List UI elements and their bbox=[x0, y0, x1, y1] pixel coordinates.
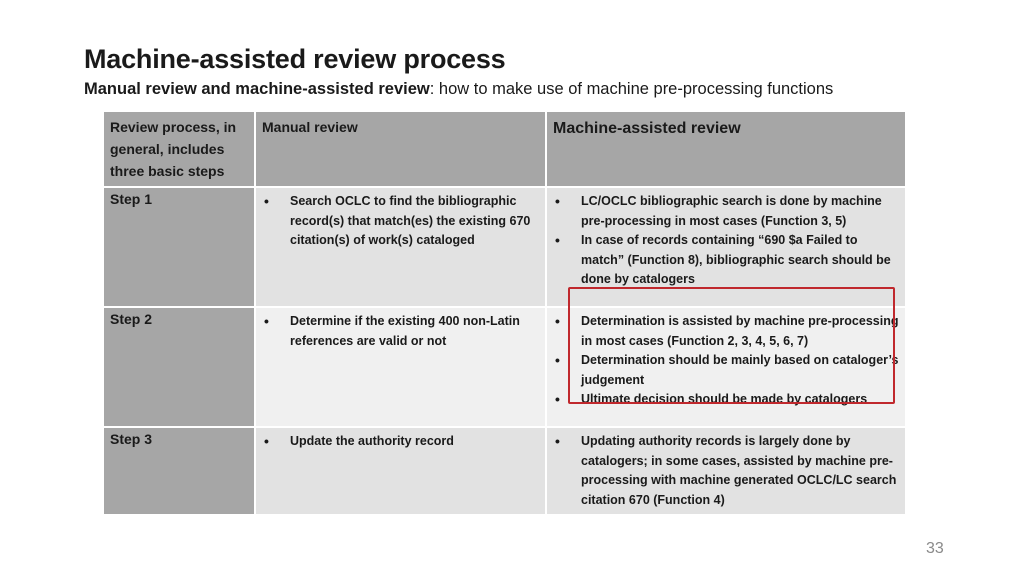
step-label: Step 1 bbox=[103, 187, 255, 307]
bullet-icon: • bbox=[264, 313, 269, 329]
bullet-icon: • bbox=[555, 391, 560, 407]
table-row-step-1 bbox=[103, 187, 906, 307]
machine-cell bbox=[546, 427, 906, 515]
subtitle-rest: : how to make use of machine pre-processing functions bbox=[429, 80, 834, 98]
bullet-item: • Determination is assisted by machine pre-processing in most cases (Function 2, 3, 4, 5, 6, 7) bbox=[555, 313, 899, 348]
bullet-item: • LC/OCLC bibliographic search is done by machine pre-processing in most cases (Function 3, 5) bbox=[555, 193, 882, 228]
machine-cell bbox=[546, 187, 906, 307]
slide-subtitle bbox=[84, 80, 833, 99]
bullet-icon: • bbox=[555, 313, 560, 329]
header-review-process: Review process, in general, includes three basic steps bbox=[103, 111, 255, 187]
bullet-item: • Updating authority records is largely done by catalogers; in some cases, assisted by machine pre-processing with machine generated OCLC/LC search citation 670 (Function 4) bbox=[555, 433, 897, 507]
step-label: Step 2 bbox=[103, 307, 255, 427]
step-label: Step 3 bbox=[103, 427, 255, 515]
bullet-icon: • bbox=[555, 433, 560, 449]
manual-cell bbox=[255, 307, 546, 427]
bullet-item: • In case of records containing “690 $a Failed to match” (Function 8), bibliographic search should be done by catalogers bbox=[555, 232, 891, 286]
bullet-item: • Ultimate decision should be made by catalogers bbox=[553, 390, 899, 410]
slide-title: Machine-assisted review process bbox=[84, 44, 506, 74]
bullet-icon: • bbox=[555, 232, 560, 248]
table-row-step-3 bbox=[103, 427, 906, 515]
bullet-icon: • bbox=[555, 193, 560, 209]
bullet-item: • Determination should be mainly based on cataloger’s judgement bbox=[555, 352, 899, 387]
bullet-icon: • bbox=[264, 193, 269, 209]
bullet-item: • Search OCLC to find the bibliographic record(s) that match(es) the existing 670 citation(s) of work(s) cataloged bbox=[264, 193, 531, 247]
header-machine-assisted-review: Machine-assisted review bbox=[546, 111, 906, 187]
manual-cell bbox=[255, 187, 546, 307]
page-number: 33 bbox=[926, 540, 944, 557]
manual-cell bbox=[255, 427, 546, 515]
subtitle-bold: Manual review and machine-assisted review bbox=[84, 80, 430, 98]
bullet-icon: • bbox=[264, 433, 269, 449]
machine-cell bbox=[546, 307, 906, 427]
bullet-item: • Determine if the existing 400 non-Latin references are valid or not bbox=[264, 313, 520, 348]
review-process-table bbox=[102, 110, 907, 516]
bullet-icon: • bbox=[555, 352, 560, 368]
table-row-step-2 bbox=[103, 307, 906, 427]
header-manual-review: Manual review bbox=[255, 111, 546, 187]
bullet-item: • Update the authority record bbox=[262, 432, 539, 452]
table-header-row bbox=[103, 111, 906, 187]
